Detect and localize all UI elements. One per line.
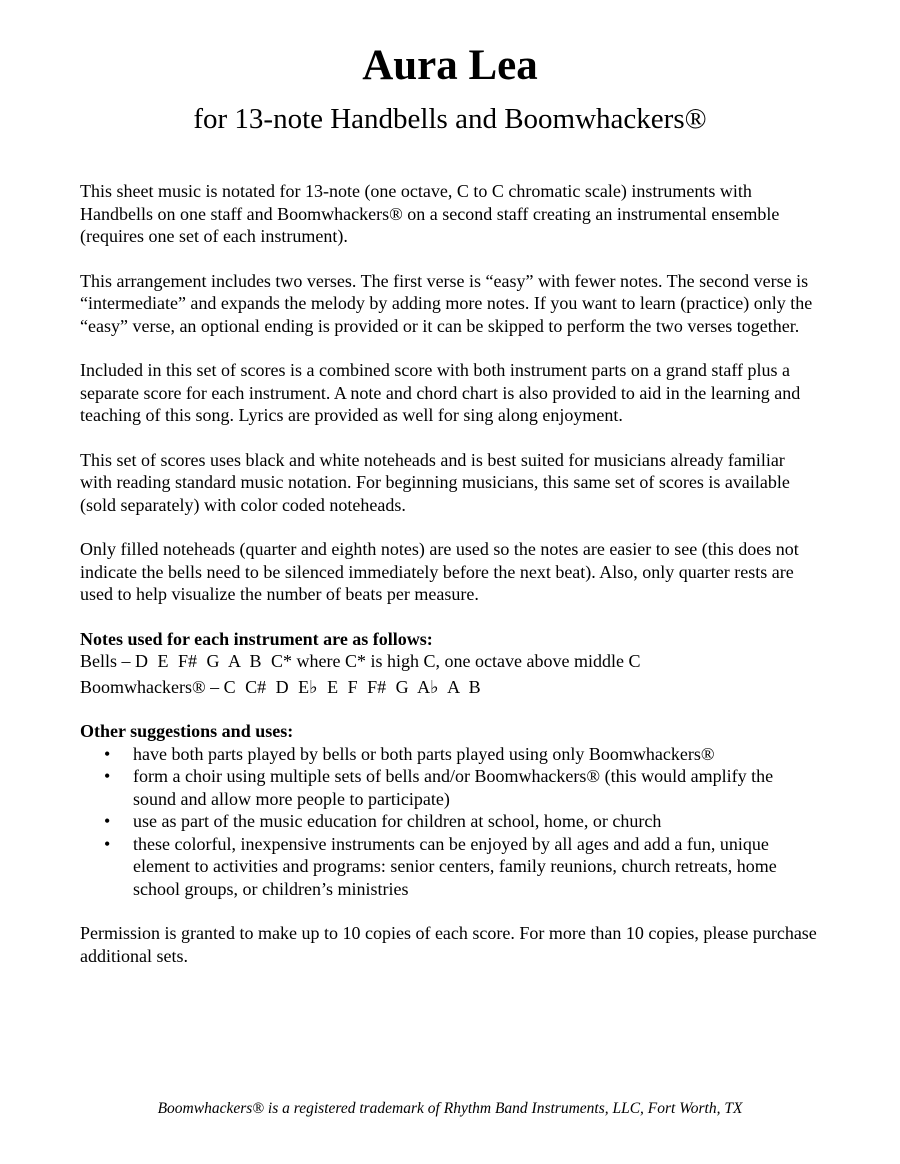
bullet-icon: •: [104, 811, 111, 831]
list-item: [80, 833, 820, 901]
bullet-icon: •: [104, 743, 111, 764]
page-title: Aura Lea: [362, 42, 538, 89]
list-item-text: have both parts played by bells or both parts played using only Boomwhackers®: [133, 743, 715, 764]
notes-heading: Notes used for each instrument are as follows:: [80, 628, 433, 649]
bells-notes: D E F# G A B C*: [135, 651, 293, 671]
list-item: [80, 743, 820, 766]
boomwhackers-notes-line: [80, 676, 820, 699]
suggestions-list: [80, 743, 820, 901]
boomwhackers-notes: C C# D E♭ E F F# G A♭ A B: [223, 676, 481, 697]
suggestions-heading: Other suggestions and uses:: [80, 721, 294, 741]
list-item-text: use as part of the music education for children at school, home, or church: [133, 811, 662, 831]
bullet-icon: •: [104, 766, 111, 786]
document-body: [80, 180, 820, 989]
suggestions-section: [80, 720, 820, 900]
list-item: [80, 765, 820, 810]
bells-label: Bells –: [80, 651, 131, 671]
noteheads-paragraph: This set of scores uses black and white noteheads and is best suited for musicians already familiar with reading standard music notation. For beginning musicians, this same set of scores is available (sold separately) with color coded noteheads.: [80, 449, 790, 515]
bullet-icon: •: [104, 833, 111, 854]
list-item: [80, 810, 820, 833]
filled-noteheads-paragraph: Only filled noteheads (quarter and eighth notes) are used so the notes are easier to see (this does not indicate the bells need to be silenced immediately before the next beat). Also, only quarter rests are used to help visualize the number of beats per measure.: [80, 539, 799, 604]
boomwhackers-label: Boomwhackers® –: [80, 676, 220, 697]
list-item-text: these colorful, inexpensive instruments can be enjoyed by all ages and add a fun, unique element to activities and programs: senior centers, family reunions, church retreats, home school groups, or children’s ministries: [133, 833, 777, 899]
bells-notes-line: [80, 650, 820, 673]
intro-paragraph: This sheet music is notated for 13-note (one octave, C to C chromatic scale) instruments with Handbells on one staff and Boomwhackers® on a second staff creating an instrumental ensemble (requires one set of each instrument).: [80, 181, 780, 246]
scores-paragraph: Included in this set of scores is a combined score with both instrument parts on a grand staff plus a separate score for each instrument. A note and chord chart is also provided to aid in the learning and teaching of this song. Lyrics are provided as well for sing along enjoyment.: [80, 360, 801, 425]
page-subtitle: for 13-note Handbells and Boomwhackers®: [193, 103, 707, 135]
permission-paragraph: Permission is granted to make up to 10 copies of each score. For more than 10 copies, please purchase additional sets.: [80, 923, 817, 966]
bells-note-suffix: where C* is high C, one octave above middle C: [292, 651, 641, 671]
notes-section: [80, 628, 820, 699]
trademark-footer: Boomwhackers® is a registered trademark of Rhythm Band Instruments, LLC, Fort Worth, TX: [157, 1100, 743, 1117]
list-item-text: form a choir using multiple sets of bells and/or Boomwhackers® (this would amplify the sound and allow more people to participate): [133, 766, 774, 809]
verses-paragraph: This arrangement includes two verses. The first verse is “easy” with fewer notes. The second verse is “intermediate” and expands the melody by adding more notes. If you want to learn (practice) only the “easy” verse, an optional ending is provided or it can be skipped to perform the two verses together.: [80, 270, 813, 336]
